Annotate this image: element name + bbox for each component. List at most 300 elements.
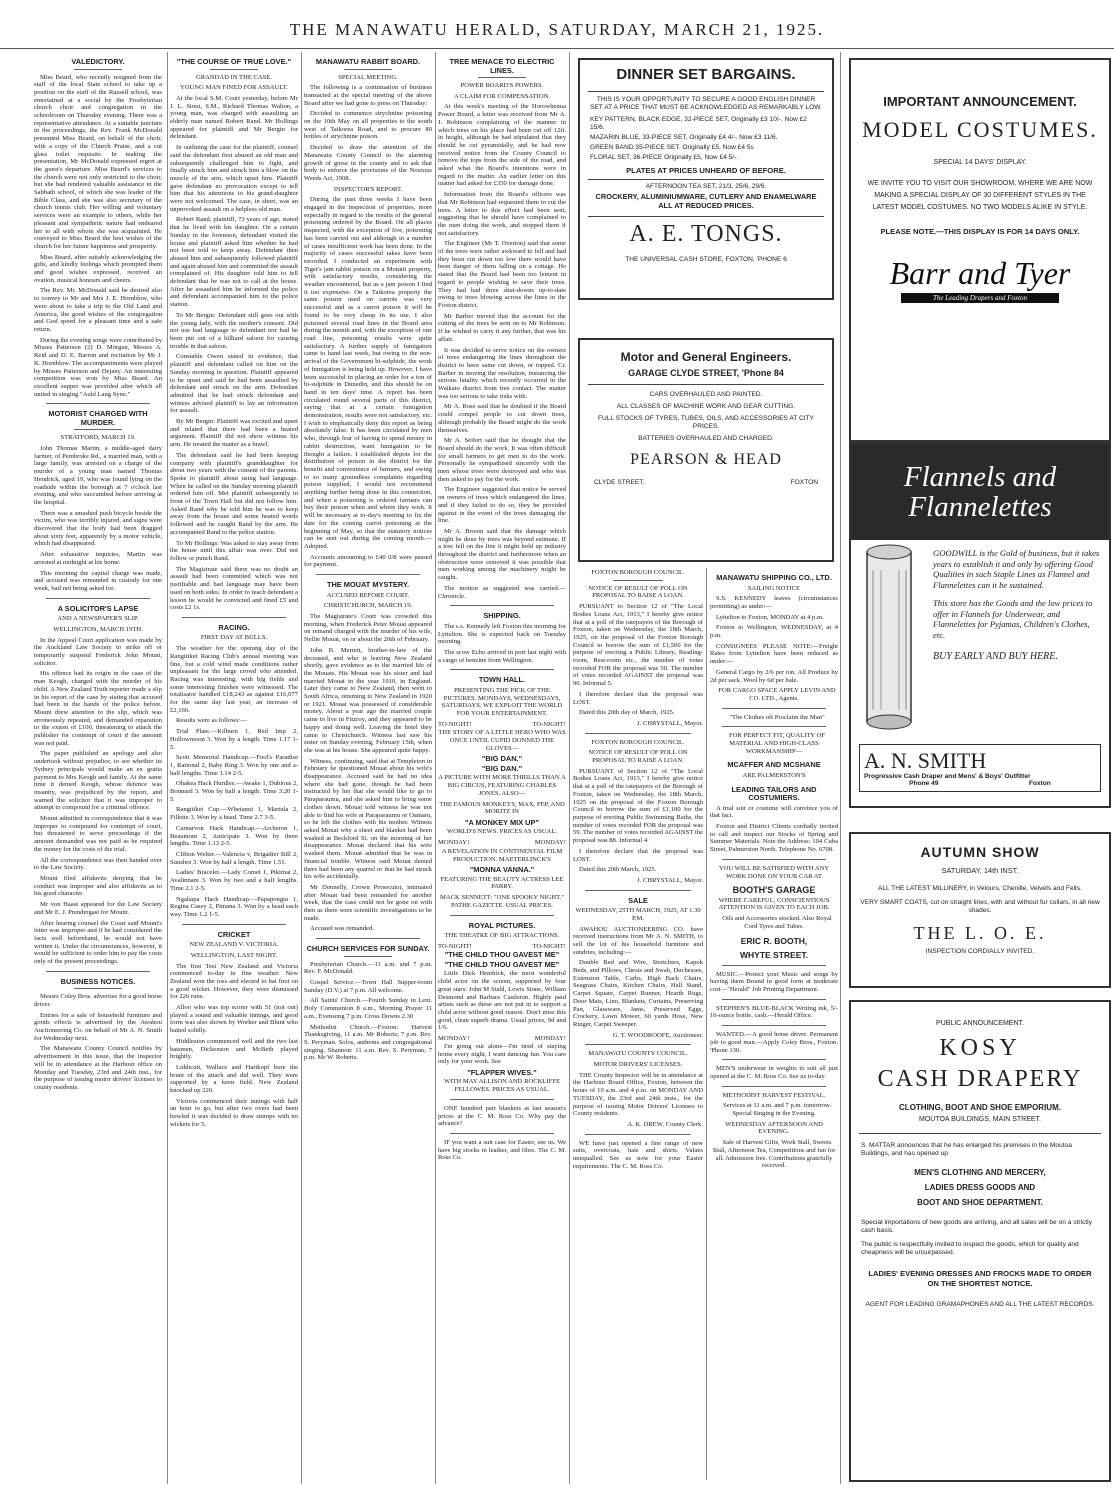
headline: TOWN HALL. — [478, 675, 526, 685]
paragraph: It was decided to serve notice on the owners of trees endangering the lines throughout the district to have same cut down, or topped. Cr. Barber in moving the resolution, instancing the serious fatality which recently occurred in the Waikato district from tree contact. The matter was too serious to take risks with. — [438, 346, 566, 400]
paragraph: In outlining the case for the plaintiff, counsel said the defendant first abused an old man and subsequently challenged him to fight, and finally struck him and struck him a blow on the muscle of the arm, which upset him. Plaintiff gave defendant no provocation except to tell him that his attentions to his grand-daughter were not welcomed. The case, in short, was an unprovoked assault on a helpless old man. — [170, 144, 298, 213]
ad-brand: A. E. TONGS. — [629, 221, 783, 247]
ad-text: INSPECTION CORDIALLY INVITED. — [925, 948, 1035, 955]
headline: SALE — [628, 895, 648, 905]
paragraph: After hearing counsel the Court said Mount's letter was improper and if he had considered the facts well beforehand, he would not have written it. Under the circumstances, however, it would be sufficient to order him to pay the costs only of the present proceedings. — [34, 919, 162, 966]
ad-text: FLORAL SET, 36-PIECE Originally £5, Now £4 5/-. — [590, 154, 739, 161]
column-5 — [573, 568, 703, 1478]
paragraph: During the evening songs were contributed by Misses Patterson (2) D. Morgan, Messrs A. Reid and D. E. Barron and recitation by Mr J. K. Hornblow. The accompaniments were played by Misses Patterson and Dejany. An interesting competition was won by Miss Beard. An excellent supper was provided after which all united in singing "Auld Lang Syne." — [34, 336, 162, 398]
headline: MANAWATU SHIPPING CO., LTD. — [716, 573, 832, 582]
ad-text: THE UNIVERSAL CASH STORE, FOXTON, 'PHONE 6 — [625, 256, 787, 263]
ad-text: MONDAY! — [438, 839, 470, 847]
paragraph: Oils and Accessories stocked. Also Royal Cord Tyres and Tubes. — [722, 915, 832, 930]
paragraph: FOR PERFECT FIT, QUALITY OF MATERIAL AND HIGH-CLASS WORKMANSHIP— — [728, 732, 826, 755]
subheadline: AND A NEWSPAPER'S SLIP. — [57, 615, 139, 623]
paragraph: Clifton Welter.—Valencia v, Brigadier Bill 2, Sunshot 3. Won by half a length. Time 1.51. — [170, 850, 298, 866]
divider — [613, 580, 663, 581]
paragraph: Mr Donnelly, Crown Prosecutor, intimated after Mouat had been remanded for another week, that the case could not be gone on with then as there were scientific investigations to be made. — [304, 883, 432, 922]
divider — [588, 216, 824, 217]
subheadline: A CLAIM FOR COMPENSATION. — [454, 92, 550, 100]
divider — [46, 971, 150, 972]
ad-text: MEN'S CLOTHING AND MERCERY, — [914, 1168, 1046, 1177]
ad-motor-engineers — [578, 338, 834, 562]
paragraph: Lyttelton to Foxton, MONDAY at 4 p.m. — [716, 613, 824, 621]
ad-row — [438, 839, 566, 847]
divider — [588, 91, 824, 92]
subheadline: WEDNESDAY, 25TH MARCH, 1925, AT 1.30 P.M. — [575, 907, 701, 922]
ad-text: FEATURING THE BEAUTY ACTRESS LEE PARRY. — [440, 875, 564, 891]
signature: J. CHRYSTALL, Mayor. — [637, 876, 703, 884]
paragraph: Sale of Harvest Gifts, Work Stall, Sweets Stall, Afternoon Tea, Competitions and fun for all. Admission free. Contributions gratefully received. — [712, 1139, 836, 1170]
divider — [859, 1133, 1101, 1134]
ad-row — [864, 780, 1096, 787]
subheadline: FIRST DAY AT BULLS. — [200, 634, 268, 642]
paragraph: Mount admitted in correspondence that it was improper to compound for contempt of court, but threatened to serve proceedings if the amount demanded was not paid as he required the money for the costs of the trial. — [34, 815, 162, 853]
column-rule — [840, 52, 841, 1484]
paragraph: Decided to draw the attention of the Manawatu County Council to the alarming growth of gorse in the county and to ask that body to enforce the provisions of the Noxious Weeds Act, 1908. — [304, 144, 432, 182]
divider — [74, 69, 122, 70]
ad-text: TO-NIGHT! — [438, 720, 472, 728]
flannel-footer — [859, 744, 1101, 792]
ad-brand: THE L. O. E. — [913, 923, 1047, 943]
headline: ROYAL PICTURES. — [468, 920, 536, 930]
dateline: WELLINGTON, MARCH 19TH. — [53, 625, 143, 633]
subheadline: NOTICE OF RESULT OF POLL ON PROPOSAL TO RAISE A LOAN. — [588, 749, 688, 765]
ad-text: WITH MAY ALLISON AND ROCKLIFFE FELLOWES. PRICES AS USUAL. — [443, 1078, 560, 1094]
ad-text: WE INVITE YOU TO VISIT OUR SHOWROOM, WHERE WE ARE NOW MAKING A SPECIAL DISPLAY OF 30 DIFFERENT STYLES IN THE LATEST MODEL COSTUMES. NO TWO MODELS ALIKE IN STYLE. — [867, 180, 1093, 211]
paragraph: WANTED.—A good horse driver. Permanent job to good man.—Apply Coley Bros., Foxton. 'Phone 130. — [710, 1031, 838, 1054]
subheadline: ACCUSED BEFORE COURT. — [326, 591, 410, 599]
ad-text: MONDAY! — [438, 1035, 470, 1043]
paragraph: Double Bed and Wire, Stretchers, Kapok Beds, and Pillows, Chests and Swab, Duchesses, Extension Table, Carbs, High Back Chairs, Seagrass Chairs, Kitchen Chairs, Hall Stand, Carpet Square, Carpet Runner, Hearth Rugs, Door Mats, Lino, Blankets, Curtains, Preserving Pan, Glassware, Jams, Preserved Eggs, Crockery, Lawn Mower, 60 yards Hose, New Ringer, Carpet Sweeper. — [573, 959, 703, 1028]
ad-text: PUBLIC ANNOUNCEMENT. — [936, 1020, 1024, 1027]
paragraph: The Magistrate said there was no doubt an assault had been committed which was not justifiable and bad language may have been used on both sides. In order to teach defendant a lesson he would be convicted and fined £5 and costs £2 1s. — [170, 565, 298, 612]
paragraph: The Magistrate's Court was crowded this morning, when Frederick Peter Mouat appeared on remand charged with the murder of his wife, Nellie Mouat, on or about the 20th of February. — [304, 613, 432, 644]
paragraph: After exhaustive inquiries, Martin was arrested at midnight at his home. — [34, 551, 162, 566]
divider — [74, 988, 122, 989]
ad-text: PLEASE NOTE.—THIS DISPLAY IS FOR 14 DAYS ONLY. — [880, 227, 1080, 236]
headline: TREE MENACE TO ELECTRIC LINES. — [449, 57, 555, 75]
paragraph: Constable Owen stated in evidence, that plaintiff and defendant called on him on the Sunday morning in question. Plaintiff appeared to be upset and said he had been assaulted by defendant and struck on the arm. Defendant admitted that he had struck defendant and witness advised plaintiff to lay an information for assault. — [170, 353, 298, 415]
paragraph: John B. Merrett, brother-in-law of the deceased, and who is leaving New Zealand shortly, gave evidence as to the married life of the Mouats. His Mouat was his sister and had married Mouat in the year 1910, in England. Later they came to New Zealand, then went to South Africa, returning to New Zealand in 1920 or 1921. Mouat was possessed of considerable money. About a year ago the married couple came to live in Fitzroy, and they appeared to be happy and doing well. Leaving the hotel they came to Christchurch. Witness last saw his sister on Sunday evening, February 15th, when she was at his house. She appeared quite happy. — [304, 646, 432, 754]
divider — [722, 1086, 826, 1087]
divider — [722, 1059, 826, 1060]
ad-brand: PEARSON & HEAD — [630, 451, 782, 468]
ad-title: AUTUMN SHOW — [920, 844, 1040, 860]
divider — [722, 965, 826, 966]
ad-title: CASH DRAPERY — [877, 1066, 1083, 1092]
paragraph: Robert Rand, plaintiff, 73 years of age, stated that he lived with his daughter. On a certain Sunday in the forenoon, defendant visited the house and plaintiff asked him whether he had not been told to keep away. Defendant then abused him and subsequently followed plaintiff and again abused him and committed the assault complained of. His daughter told him to tell defendant that he was not to call at the house. After he assaulted him he informed the police and defendant accompanied him to the police station. — [170, 216, 298, 309]
ad-title: BOOTH'S GARAGE — [732, 885, 816, 896]
ad-model-costumes — [849, 58, 1111, 442]
ad-title: MODEL COSTUMES. — [862, 117, 1098, 142]
ad-text: ALL THE LATEST MILLINERY, in Velours, Chenille, Velvets and Felts. — [877, 885, 1083, 892]
paragraph: PURSUANT to Section 12 of "The Local Bodies Loans Act, 1913," I hereby give notice that at a poll of the ratepayers of the Borough of Foxton, taken on Wednesday, the 18th March, 1925, on the proposal of the Foxton Borough Council to borrow the sum of £1,500 for the purpose of erecting a Public Library, Reading-room, Rest-room etc., the number of votes recorded FOR the proposal was 50. The number of votes recorded AGAINST the proposal was 90. Informal 5. — [573, 603, 703, 688]
ad-text: Foxton — [1028, 780, 1051, 787]
ad-subtitle: GARAGE CLYDE STREET, 'Phone 84 — [628, 368, 784, 378]
paragraph: Ladies' Bracelet.—Lady Comet 1, Pikimai 2, Avalinnam 3. Won by two and a half lengths. Time 2.1 2-5. — [170, 869, 298, 892]
masthead-text: THE MANAWATU HERALD, SATURDAY, MARCH 21, 1925. — [289, 20, 825, 39]
ad-text: THE FAMOUS MONKEYS, MAX, PEP, AND MORITZ IN — [439, 800, 565, 816]
ad-text: A PICTURE WITH MORE THRILLS THAN A BIG CIRCUS, FEATURING CHARLES JONES. ALSO— — [438, 774, 566, 797]
paragraph: MUSIC.—Protect your Music and songs by having them Bound in good form at moderate cost—"Herald" Job Printing Department. — [710, 970, 838, 993]
ad-text: WORLD'S NEWS. PRICES AS USUAL. — [447, 828, 557, 836]
paragraph: MEN'S underwear in weights to suit all just opened at the C. M. Ross Co. See us to-day. — [710, 1065, 838, 1080]
ad-title: WHYTE STREET. — [739, 950, 808, 961]
paragraph: The motion as suggested was carried.—Chronicle. — [438, 584, 566, 600]
ad-footer — [594, 479, 818, 487]
divider — [182, 617, 286, 618]
divider — [450, 915, 554, 916]
headline: SHIPPING. — [483, 611, 521, 621]
paragraph: In the Appeal Court application was made by the Auckland Law Society to strike off or temporarily suspend Frederick John Mount, solicitor. — [34, 636, 162, 667]
signature: J. CHRYSTALL, Mayor. — [637, 719, 703, 727]
headline: FOXTON BOROUGH COUNCIL. — [591, 738, 685, 746]
headline: FOXTON BOROUGH COUNCIL. — [591, 569, 685, 576]
paragraph: At the local S.M. Court yesterday, before Mr J. L. Stout, S.M., Richard Thomas Walton, a young man, was charged with assaulting an elderly man named Robert Rand. Mr Hollings appeared for plaintiff and Mr Bergin for defendant. — [170, 94, 298, 141]
signature: G. T. WOODROOFE, Auctioneer. — [612, 1031, 703, 1039]
paragraph: Messrs Coley Bros. advertise for a good horse driver. — [34, 993, 162, 1008]
headline: THE MOUAT MYSTERY. — [326, 580, 410, 590]
ad-row — [438, 721, 566, 729]
ad-text: Progressive Cash Draper and Mens' & Boys' Outfitter — [864, 773, 1031, 780]
paragraph: The scow Echo arrived in port last night with a cargo of benzine from Wellington. — [438, 648, 566, 664]
paragraph: The Engineer suggested that notice be served on owners of trees which endangered the lines, and if they failed to do so, they be provided against in the event of the trees damaging the line. — [438, 486, 566, 525]
headline: "THE COURSE OF TRUE LOVE." — [176, 57, 292, 66]
subheadline: NEW ZEALAND V. VICTORIA. — [189, 941, 279, 949]
divider — [450, 1133, 554, 1134]
ad-text: The public is respectfully invited to inspect the goods, which for quality and cheapness will be unsurpassed. — [861, 1241, 1079, 1256]
flannel-banner: Flannels and Flannelettes — [851, 444, 1109, 540]
ad-row — [438, 1035, 566, 1043]
divider — [344, 956, 392, 957]
ad-title: "BIG DAN." — [481, 763, 523, 773]
subheadline: SAILING NOTICE — [747, 584, 801, 592]
paragraph: Ngahapa Hack Handicap.—Papapongia 1, Regina Casey 2, Pimana 3. Won by a head each way. Time 1.2 1-5. — [170, 895, 298, 918]
headline: BUSINESS NOTICES. — [60, 976, 136, 986]
paragraph: His offence had its origin in the case of the man Keogh, charged with the murder of his child. A New Zealand Truth reporter made a slip in his report of the case by stating that accused had been in the hands of the police before. Mount drew attention to the slip, which was erroneously repeated, and demanded reparation to the extent of £100, threatening to attack the publisher for contempt of court if the amount was not paid. — [34, 670, 162, 747]
paragraph: Dated this 20th day of March, 1925. — [579, 709, 675, 717]
headline: CHURCH SERVICES FOR SUNDAY. — [306, 944, 430, 954]
paragraph: Results were as follows:— — [176, 717, 247, 725]
ad-text: Phone 49 — [909, 780, 939, 787]
ad-subtitle: SATURDAY, 14th INST. — [941, 866, 1019, 875]
subheadline: NOTICE OF RESULT OF POLL ON PROPOSAL TO RAISE A LOAN. — [588, 584, 688, 600]
paragraph: S.S. KENNEDY leaves (circumstances permitting) as under:— — [710, 595, 838, 610]
divider — [722, 1025, 826, 1026]
subheadline: GRANDAD IN THE CASE. — [195, 73, 273, 81]
ad-text: Special importations of new goods are arriving, and all sales will be on a strictly cash basis. — [861, 1219, 1092, 1234]
paragraph: Mr A. Seifert said that he thought that the Board should do the work. It was often difficult for small farmers to get men to do the work. Personally he sympathised sincerely with the men whose trees were destroyed and who was then asked to pay for the work. — [438, 437, 566, 483]
divider — [722, 859, 826, 860]
subheadline: YOUNG MAN FINED FOR ASSAULT. — [180, 84, 288, 92]
paragraph: To Mr Hollings: Was asked to stay away from the house until this affair was over. Did not follow or punch Rand. — [170, 539, 298, 562]
paragraph: Services at 11 a.m. and 7 p.m. tomorrow. Special Singing in the Evening. — [722, 1102, 832, 1118]
paragraph: Presbyterian Church.—11 a.m. and 7 p.m. Rev. F. McDonald. — [304, 960, 432, 976]
ad-text: GOODWILL is the Gold of business, but it takes years to establish it and only by offering Good Qualities in such Staple Lines as Flannel and Flannelettes can it be sustained. — [933, 548, 1100, 590]
paragraph: The paper published an apology and also undertook without prejudice, to see whether its Sydney principals would make an ex gratia payment to Mrs Keogh and family. At the same time it denied Keogh, whose defence was insanity, was prejudiced by the report, and warned the solicitor that it was improper to attempt to compound for a criminal offence. — [34, 750, 162, 812]
column-3 — [304, 52, 432, 1482]
paragraph: IF you want a suit case for Easter, see us. We have big stocks in leather, and fibre. The C. M. Ross Co. — [438, 1138, 566, 1162]
paragraph: Entries for a sale of household furniture and goods effects is advertised by the Awahou Auctioneering Co. on behalf of Mr A. N. Smith for Wednesday next. — [34, 1011, 162, 1042]
paragraph: FOR CARGO SPACE APPLY LEVIN AND CO. LTD., Agents. — [718, 687, 836, 702]
paragraph: PURSUANT of Section 12 of "The Local Bodies Loans Act, 1913," I hereby give notice that at a poll of the ratepayers of the Borough of Foxton, taken on Wednesday, the 18th March, 1925 on the proposal of the Foxton Borough Council to borrow the sum of £1,100 for the purpose of erecting Public Swimming Baths, the number of votes recorded FOR the proposal was 59. The number of votes recorded AGAINST the proposal was 88. Informal 4. — [573, 767, 703, 845]
divider — [722, 999, 826, 1000]
column-4 — [438, 52, 566, 1482]
paragraph: By Mr Bergin: Plaintiff was excited and upset and related that there had been a heated argument. Plaintiff did not show witness his arm. He treated the matter as a brawl. — [170, 418, 298, 449]
dateline: CHRISTCHURCH, MARCH 19. — [323, 602, 413, 610]
ad-text: TO-NIGHT! — [532, 720, 566, 728]
paragraph: Hiddleston commenced well and the two last batsmen, Dickenson and McBeth played brightly. — [170, 1037, 298, 1061]
paragraph: ONE hundred pair blankets at last season's prices at the C. M. Ross Co. Why pay the advance? — [438, 1104, 566, 1128]
ad-text: A REVELATION IN CONTINENTAL FILM PRODUCTION. MAETERLINCK'S — [441, 847, 563, 863]
ad-text: MACK SENNETT: "ONE SPOOKY NIGHT." PATHE GAZETTE. USUAL PRICES. — [440, 894, 564, 909]
ad-brand: A. N. SMITH — [864, 748, 987, 773]
signature: A. K. DREW, County Clerk. — [627, 1120, 703, 1128]
column-6 — [710, 568, 838, 1478]
ad-text: WHERE CAREFUL, CONSCIENTIOUS ATTENTION IS GIVEN TO EACH JOB. — [718, 896, 830, 912]
ad-subtitle: CLOTHING, BOOT AND SHOE EMPORIUM. — [899, 1103, 1061, 1112]
flannel-body — [851, 540, 1109, 740]
paragraph: The Engineer (Mr T. Overton) said that some of the trees were rather awkward to fell and had they been cut down too low there would have been danger of them falling on a cottage. He stated that the Board had been too lenient in regard to people wishing to save their trees. They had had three shut-downs up-to-date owing to trees blowing across the lines in the Foxton district. — [438, 240, 566, 309]
paragraph: A trial suit or costume will convince you of that fact. — [710, 804, 838, 820]
column-rule — [569, 52, 570, 1484]
paragraph: Decided to commence strychnine poisoning on the 10th May on all properties to the south west of Taikorea Road, and to procure 80 bottles of strychnine poison. — [304, 110, 432, 141]
paragraph: Ohakea Hack Hurdles.—Awake 1, Dubious 2, Bonnard 3. Won by half a length. Time 3.20 1-5. — [170, 780, 298, 803]
divider — [210, 69, 258, 70]
paragraph: Mount filed affidavits denying that he conduct was improper and also affidavits as to his good character. — [34, 874, 162, 898]
headline: VALEDICTORY. — [71, 57, 125, 66]
paragraph: Miss Beard, who recently resigned from the staff of the local State school to take up a position on the staff of the Russell school, was entertained at a social by the Presbyterian church choir and congregation in the schoolroom on Thursday evening. There was a representative attendance. At a suitable juncture in the proceedings, the Rev. Frank McDonald presented Miss Beard, on behalf of the choir, with a copy of the Church Praise, and a cut glass toilet requisite. In making the presentation, Mr McDonald expressed regret at the guest's departure. Miss Beard's services to the church were not only restricted to the choir, but she had rendered valuable assistance in the Sabbath school, of which she was leader of the Bible Class, and she was also secretary of the church tennis club. Her willing and voluntary services were an example to others, while her pleasant and sympathetic nature had endeared her to all with whom she was acquainted. He conveyed to Miss Beard the best wishes of the church for her future happiness and prosperity. — [34, 73, 162, 250]
ad-text: This store has the Goods and the low prices to offer in Flannels for Underwear, and Flannelettes for Pyjamas, Children's Clothes, etc. — [933, 598, 1093, 640]
ad-text: BATTERIES OVERHAULED AND CHARGED. — [638, 435, 774, 442]
column-rule — [167, 52, 168, 1484]
divider — [585, 890, 691, 891]
ad-title: DINNER SET BARGAINS. — [616, 66, 796, 83]
paragraph: There was a smashed push bicycle beside the victim, who was terribly injured, and signs were discovered that the body had been dragged about sixty feet, apparently by a motor vehicle, which had disappeared. — [34, 509, 162, 548]
paragraph: The first Test New Zealand and Victoria commenced to-day in fine weather. New Zealand won the toss and elected to bat first on a good wicket. However, they were dismissed for 226 runs. — [170, 962, 298, 1001]
ad-flannels — [849, 442, 1111, 808]
divider — [450, 669, 554, 670]
divider — [585, 1134, 691, 1135]
ad-title: "MONNA VANNA." — [469, 865, 535, 875]
paragraph: Witness, continuing, said that at Templeton in February he questioned Mouat about his wife's disappearance. Accused said he had no idea where she had gone, though he had been instructed by her that she would like to go to Paraparaumu, and she asked him to bring some clothes down. Mouat told witness he was not able to find his wife at Paraparaumu or Oamaru, so he left the clothes with his mother. Witness asked Mouat why a sheet and blanket had been washed at Beckford St. on the morning of her disappearance. Mouat declared that his wife washed them. Mouat admitted that he was in financial trouble. Witness said Mouat denied there had been any quarrel or that he had struck his wife accidentally. — [304, 757, 432, 881]
barr-and-tyer-logo — [881, 253, 1079, 319]
paragraph: Mr Barber moved that the account for the cutting of the trees be sent on to Mr Robinson. If he wished to carry it any further, that was his affair. — [438, 312, 566, 343]
ad-text: MAZARIN BLUE, 33-PIECE SET, Originally £4 4/-. Now £3 11/6. — [590, 134, 778, 141]
ad-subtitle: SPECIAL 14 DAYS' DISPLAY. — [933, 159, 1027, 166]
subheadline: POWER BOARD'S POWERS. — [460, 82, 544, 89]
column-2 — [170, 52, 298, 1482]
paragraph: At this week's meeting of the Horowhenua Power Board, a letter was received from Mr A. J. Robinson complaining of the manner in which trees on his place had been cut off 12ft. in height, although he had stipulated that they should be cut pyramidally, and he had now received notice from the County Council to remove the tops from the side of the road, and asked what the Board's intentions were in regard to the matter. An earlier letter on this matter had asked for £350 for damage done. — [438, 103, 566, 188]
ad-title: "THE CHILD THOU GAVEST ME" — [444, 950, 560, 960]
divider — [74, 429, 122, 430]
paragraph: General Cargo by 2/6 per ton. All Produce by 2d per sack. Wool by 6d per bale. — [710, 668, 838, 684]
divider — [316, 938, 420, 939]
masthead — [0, 20, 1114, 49]
ad-title: KOSY — [939, 1035, 1021, 1061]
paragraph: Rangitikei Cup.—Whetanui 1, Martula 2, Fillette 3. Won by a head. Time 2.7 3-5. — [170, 806, 298, 822]
ad-text: ALL CLASSES OF MACHINE WORK AND GEAR CUTTING. — [616, 403, 796, 410]
paragraph: Miss Beard, after suitably acknowledging the gifts, and kindly feelings which prompted them and good wishes expressed, received an ovation, musical honours and cheers. — [34, 253, 162, 284]
headline: MANAWATU COUNTY COUNCIL. — [588, 1050, 688, 1058]
ad-title: LEADING TAILORS AND COSTUMIERS. — [731, 784, 817, 803]
headline: CRICKET — [217, 929, 251, 939]
divider — [46, 403, 150, 404]
ad-text: BOOT AND SHOE DEPARTMENT. — [917, 1198, 1043, 1207]
column-rule — [706, 568, 707, 1480]
ad-dinner-set — [578, 58, 834, 300]
paragraph: Accounts amounting to £40 0/8 were passed for payment. — [304, 553, 432, 569]
headline: MANAWATU RABBIT BOARD. — [315, 57, 421, 66]
paragraph: Foxton to Wellington, WEDNESDAY, at 4 p.m. — [710, 624, 838, 640]
paragraph: Scott Memorial Handicap.—Fool's Paradise 1, Rational 2, Baby Ring 3. Won by one and a-half lengths. Time 1.14 2-5. — [170, 754, 298, 777]
ad-title: Motor and General Engineers. — [620, 350, 792, 364]
paragraph: STEPHEN'S BLUE-BLACK Writing ink, 5/- 16-ounce bottle, cash.—Herald Office. — [710, 1004, 838, 1020]
column-1 — [34, 52, 162, 1482]
fabric-roll-icon — [851, 540, 931, 740]
paragraph: To Mr Bergin: Defendant still goes out with the young lady, with the mother's consent. Did not use bad language to defendant nor had he been put out of a billiard saloon for causing trouble in that saloon. — [170, 311, 298, 350]
divider — [46, 598, 150, 599]
paragraph: John Thomas Martin, a middle-aged dairy farmer, of Pembroke Rd., a married man, with a large family, was arrested on a charge of the murder of a young man named Thomas Hendrick, aged 19, who was found lying on the roadside within the borough at 7 o'clock last evening, and who succumbed before arriving at the hospital. — [34, 445, 162, 506]
logo-subtext: The Leading Drapers and Foxton — [901, 293, 1059, 303]
ad-autumn-show — [849, 832, 1111, 988]
subheadline: MOTOR DRIVERS' LICENSES. — [593, 1061, 683, 1069]
paragraph: Little Dick Hendrick, the most wonderful child actor on the screen, supported by four great stars: John M Stahl, Lewis Stone, William Desmond and Barbara Castleton. Highly paid artists such as these are not put in to support a child actor without good reason. Don't miss this good, clean superb drama. Usual prices, 9d and 1/6. — [438, 970, 566, 1032]
paragraph: Trial Plate.—Kilburn 1, Red Imp 2, Hollowmoon 3. Won by a length. Time 1.17 1-5. — [170, 728, 298, 751]
divider — [450, 1099, 554, 1100]
ad-text: ARE PALMERSTON'S — [742, 771, 806, 779]
paragraph: The following is a continuation of business transacted at the special meeting of the above Board after we had gone to press on Thursday: — [304, 84, 432, 107]
ad-text: LADIES' EVENING DRESSES AND FROCKS MADE TO ORDER ON THE SHORTEST NOTICE. — [868, 1269, 1092, 1288]
paragraph: The s.s. Kennedy left Foxton this morning for Lyttelton. She is expected back on Tuesday morning. — [438, 622, 566, 646]
ad-text: MOUTOA BUILDINGS, MAIN STREET. — [918, 1116, 1041, 1123]
paragraph: This morning the capital charge was made, and accused was remanded in custody for one week, bail not being asked for. — [34, 569, 162, 592]
ad-text: PLATES AT PRICES UNHEARD OF BEFORE. — [626, 166, 786, 175]
headline: RACING. — [218, 622, 250, 632]
ad-text: MONDAY! — [534, 839, 566, 847]
ad-text: TO-NIGHT! — [532, 942, 566, 950]
flannel-copy — [931, 540, 1109, 740]
headline: A SOLICITOR'S LAPSE — [57, 603, 139, 613]
subheadline: SPECIAL MEETING. — [338, 73, 398, 81]
subheadline: INSPECTOR'S REPORT. — [333, 185, 403, 193]
paragraph: Mr von Haast appeared for the Law Society and Mr E. J. Prendergast for Mount. — [34, 901, 162, 916]
paragraph: Liddicutt, Wallace and Hartkopf bore the brunt of the attack and did well. They were supported by a keen field. New Zealand knocked up 226. — [170, 1063, 298, 1095]
ad-text: CROCKERY, ALUMINIUMWARE, CUTLERY AND ENAMELWARE ALL AT REDUCED PRICES. — [595, 192, 817, 210]
headline: METHODIST HARVEST FESTIVAL. — [722, 1091, 826, 1099]
paragraph: I therefore declare that the proposal was LOST. — [573, 690, 703, 706]
ad-text: FULL STOCKS OF TYRES, TUBES, OILS, AND ACCESSORIES AT CITY PRICES. — [597, 415, 815, 430]
divider — [722, 708, 826, 709]
paragraph: Mr A. Broom said that the damage which might be done by trees was beyond estimate. If a tree fell on the line it might hold up industry throughout the district and furthermore when an obstruction were removed it was possible that men working among the machinery might be caught. — [438, 527, 566, 582]
ad-text: GREEN BAND 35-PIECE SET. Originally £5, Now £4 5s — [590, 144, 754, 151]
paragraph: The Manawatu County Council notifies by advertisement in this issue, that the inspector will be in attendance at the Harbour office on Monday and Tuesday, 23rd and 24th inst., for the purpose of issuing motor drivers' licenses to county residents. — [34, 1045, 162, 1091]
ad-text: BUY EARLY AND BUY HERE. — [933, 651, 1058, 662]
divider — [585, 733, 691, 734]
headline: MOTORIST CHARGED WITH MURDER. — [48, 409, 148, 427]
divider — [344, 69, 392, 70]
paragraph: I'm going out alone—I'm tired of staying home every night, I want dancing fun. You care only for your work. See — [438, 1042, 566, 1066]
paragraph: I therefore declare that the proposal was LOST. — [573, 847, 703, 863]
ad-text: THIS IS YOUR OPPORTUNITY TO SECURE A GOOD ENGLISH DINNER SET AT A PRICE THAT MUST BE ACKNOWLEDGED AS REMARKABLY LOW. — [590, 96, 822, 111]
divider — [182, 924, 286, 925]
ad-text: CLYDE STREET, — [594, 479, 645, 486]
ad-title: "FLAPPER WIVES." — [467, 1067, 537, 1077]
dateline: STRATFORD, MARCH 19. — [60, 434, 136, 442]
ad-text: PRESENTING THE PICK OF THE PICTURES. MONDAYS, WEDNESDAYS, SATURDAYS. WE EXPLOIT THE WORLD FOR YOUR ENTERTAINMENT. — [441, 686, 563, 717]
ad-text: CARS OVERHAULED AND PAINTED. — [649, 391, 763, 398]
paragraph: THE County Inspector will be in attendance at the Harbour Board Office, Foxton, between the hours of 10 a.m. and 4 p.m. on MONDAY AND TUESDAY, the 23rd and 24th insts., for the purpose of issuing Motor Drivers' Licenses to County residents. — [573, 1071, 703, 1118]
ad-title: "A MONKEY MIX UP" — [465, 817, 539, 827]
paragraph: "The Clothes oft Proclaim the Man" — [729, 713, 825, 721]
paragraph: Carnarvon Hack Handicap.—Archeron 1, Beaumont 2, Anticipate 3. Won by three lengths. Time 1.13 2-5. — [170, 824, 298, 848]
fabric-roll-illustration — [851, 540, 931, 740]
ad-text: AFTERNOON TEA SET, 21/3, 25/6, 29/6. — [645, 183, 767, 190]
paragraph: During the past three weeks I have been engaged in the inspection of properties, more especially in regard to the results of the general poisoning ordered by the Board. On all places inspected, with the exception of five, poisoning has been carried out and although in a number of cases insufficient work has been done. In the majority of cases successful takes have been recorded. I conducted an experiment with Tiger's jam rabbit poison on a Motuiti property, with satisfactory results, considering the weather encountered, but as a jam poison I find it too expensive. On a Taikorea property the same poison used on carrots was very successful and as a carrot poison it will be found to be very cheap in its use. I also poisoned several road lines in the Board area during the month and, with the exception of one road line, poisoning results were quite satisfactory. A further supply of fumigators came to hand last week, but owing to the non-arrival of the Government bi-sulphide, the work of fumigation is being held up. However, I have been successful in placing an order for a ton of bi-sulphide in Dunedin, and this should be on hand in ten days' time. A report has been circulated round several parts of this district, saying that at a certain fumigation demonstration, results were not satisfactory, etc. I wish to emphatically deny this report as being absolutely false. It has been circulated by men who, through fear of having to spend money in rabbit destruction, want fumigation to be thought a failure. I established depots for the distribution of poison in the district for the benefit and convenience of farmers, and owing to so many groundless complaints regarding poison supplied, I would not recommend anything further being done in this connection, and when a poisoning is ordered farmers can buy their poison when and where they wish. It will be necessary at to-day's meeting to fix the date for the coming carrot poisoning at the beginning of May, so that the statutory notices can be sent out during the coming month.—Adopted. — [304, 196, 432, 550]
divider — [478, 77, 526, 78]
paragraph: Information from the Board's officers was that Mr Robinson had requested them to cut the trees. A letter to this effect had been sent, suggesting that he should have complained to the men doing the work, and stopped them if not satisfactory. — [438, 191, 566, 237]
ad-title: "BIG DAN." — [481, 754, 523, 764]
ad-text: THE STORY OF A LITTLE HERO WHO WAS ONCE UNTIL CUPID DONNED THE GLOVES— — [438, 729, 566, 752]
paragraph: Victoria commenced their innings with half an hour to go, but after two overs had been bowled it was decided to draw stumps with no wickets for 5. — [170, 1097, 298, 1128]
ad-text: VERY SMART COATS, cut on straight lines, with and without fur collars, in all new shades. — [860, 899, 1100, 914]
paragraph: Accused was remanded. — [310, 925, 374, 933]
ad-text: YOU WILL BE SATISFIED WITH ANY WORK DONE ON YOUR CAR AT — [718, 864, 830, 880]
divider — [588, 179, 824, 180]
paragraph: CONSIGNEES PLEASE NOTE:—Freight Rates from Lyttelton have been reduced as under:— — [710, 642, 838, 666]
column-rule — [301, 52, 302, 1484]
ad-title: ERIC R. BOOTH, — [740, 935, 808, 946]
paragraph: Gospel Service.—Town Hall Supper-room Sunday (D.V.) at 7 p.m. All welcome. — [304, 979, 432, 994]
paragraph: WE have just opened a fine range of new suits, overcoats, hats and shirts. Values unequalled. See us now for your Easter requirements. The C. M. Ross Co. — [573, 1139, 703, 1170]
paragraph: All the correspondence was then handed over to the Law Society. — [34, 856, 162, 872]
dateline: WELLINGTON, LAST NIGHT. — [190, 951, 278, 959]
logo-text: Barr and Tyer — [889, 255, 1071, 291]
ad-text: FOXTON — [790, 479, 818, 486]
divider — [588, 384, 824, 385]
ad-title: MCAFFER AND MCSHANE — [727, 760, 821, 770]
divider — [450, 605, 554, 606]
subheadline: WEDNESDAY AFTERNOON AND EVENING. — [725, 1120, 823, 1136]
paragraph: Dated this 20th March, 1925. — [579, 866, 657, 874]
divider — [316, 574, 420, 575]
paragraph: AWAHOU AUCTIONEERING CO. have received instructions from Mr A. N. SMITH, to sell the lot of his household furniture and sundries, including:— — [573, 925, 703, 956]
paragraph: The weather for the opening day of the Rangitikei Racing Club's annual meeting was fine, but a cold wind made conditions rather unpleasant for the large crowd who attended. Racing was interesting, with big fields and some interesting finishes were witnessed. The totalisator handled £18,243 as against £16,077 for the same day last year, an increase of £2,166. — [170, 645, 298, 714]
ad-title: IMPORTANT ANNOUNCEMENT. — [883, 94, 1077, 109]
paragraph: The defendant said he had been keeping company with plaintiff's granddaughter for about two years with the consent of the parents. Spoke to plaintiff about using bad language. When he called on the Sunday morning plaintiff ordered him off. Met plaintiff subsequently in front of the Town Hall but did not follow him. Asked Rand why he told him he was to keep away from the house and some heated words followed and he caught Rand by the arm. He accompanied Rand to the police station. — [170, 451, 298, 536]
paragraph: Methodist Church.—Foxton: Harvest Thanksgiving, 11 a.m. Mr Roberts; 7 p.m. Rev. S. Peryman. Solos, anthems and congregational singing. Shannon: 11 a.m. Rev. S. Peryman; 7 p.m. Mr W. Roberts. — [304, 1023, 432, 1062]
paragraph: Alloo who was top scorer with 51 (not out) played a sound and valuable innings, and good form was also shown by Worker and Blunt who batted solidly. — [170, 1004, 298, 1035]
ad-text: S. MATTAR announces that he has enlarged his premises in the Moutoa Buildings, and has opened up — [861, 1142, 1072, 1157]
paragraph: The Rev. Mr. McDonald said he desired also to convey to Mr and Mrs J. E. Hornblow, who were about to take a trip to the Old Land and America, the good wishes of the congregation and God speed for a pleasant time and a safe return. — [34, 287, 162, 333]
ad-text: TO-NIGHT! — [438, 942, 472, 950]
ad-text: AGENT FOR LEADING GRAMAPHONES AND ALL THE LATEST RECORDS. — [865, 1301, 1095, 1308]
divider — [585, 1044, 691, 1045]
column-rule — [435, 52, 436, 1484]
paragraph: Mr A. Rose said that he doubted if the Board could compel people to cut down trees, although probably the Board might do the work themselves. — [438, 403, 566, 434]
ad-text: THE THEATRE OF BIG ATTRACTIONS. — [444, 932, 560, 940]
paragraph: All Saints' Church.—Fourth Sunday in Lent. Holy Communion 8 a.m., Morning Prayer 11 a.m., Evensong 7 p.m. Cross Downs 2.30 — [304, 997, 432, 1020]
ad-kosy-cash-drapery — [849, 1000, 1111, 1482]
divider — [722, 726, 826, 727]
ad-text: KEY PATTERN, BLACK EDGE, 32-PIECE SET, Originally £3 10/-. Now £2 15/6. — [590, 116, 807, 131]
ad-row — [438, 943, 566, 951]
ad-title: "THE CHILD THOU GAVEST ME" — [444, 959, 560, 969]
ad-text: MONDAY! — [534, 1035, 566, 1043]
ad-text: LADIES DRESS GOODS AND — [924, 1183, 1036, 1192]
paragraph: Foxton and District Clients cordially invited to call and inspect our Stocks of Spring and Summer Materials. Note the Address: 104 Cuba Street, Palmerston North. Telephone No. 6708. — [710, 823, 838, 854]
